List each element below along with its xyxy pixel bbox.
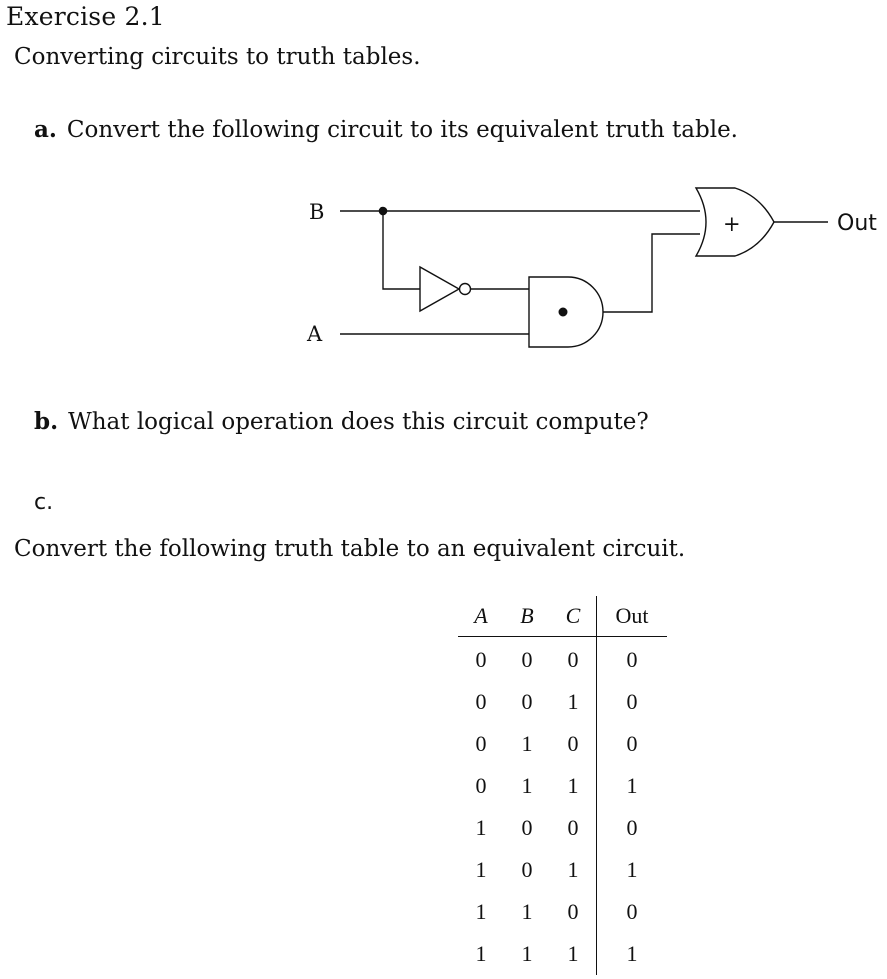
- table-row: [458, 849, 667, 891]
- question-b: [34, 408, 649, 435]
- table-cell: 1: [475, 899, 487, 924]
- table-cell-out: 0: [597, 723, 668, 765]
- question-b-text: What logical operation does this circuit compute?: [68, 409, 649, 435]
- table-cell: 0: [521, 647, 533, 672]
- table-cell: 0: [475, 647, 487, 672]
- table-cell: 0: [475, 773, 487, 798]
- table-cell-out: 1: [597, 765, 668, 807]
- question-a: [34, 116, 738, 143]
- and-dot: [559, 308, 567, 316]
- table-cell: 1: [475, 857, 487, 882]
- table-cell: 0: [475, 731, 487, 756]
- truth-table-header-row: [458, 596, 667, 637]
- table-cell: 0: [567, 731, 579, 756]
- table-cell: 0: [567, 815, 579, 840]
- table-row: [458, 933, 667, 975]
- header-out: Out: [597, 596, 668, 637]
- wire-and-to-or: [603, 234, 700, 312]
- table-cell: 1: [567, 773, 579, 798]
- truth-table: [458, 596, 667, 975]
- question-a-label: a.: [34, 116, 57, 143]
- question-a-text: Convert the following circuit to its equivalent truth table.: [66, 117, 738, 143]
- not-bubble: [460, 284, 471, 295]
- table-cell: 0: [521, 689, 533, 714]
- not-gate: [420, 267, 459, 311]
- table-row: [458, 891, 667, 933]
- or-plus-symbol: +: [723, 212, 741, 236]
- question-c-label: c.: [34, 490, 54, 515]
- output-label: Out: [837, 211, 877, 236]
- table-row: [458, 637, 667, 682]
- table-cell-out: 0: [597, 637, 668, 682]
- table-cell-out: 0: [597, 681, 668, 723]
- table-cell: 0: [567, 899, 579, 924]
- table-cell: 1: [521, 773, 533, 798]
- header-a: A: [458, 596, 504, 637]
- input-b-label: B: [309, 200, 325, 224]
- and-gate: [529, 277, 603, 347]
- table-row: [458, 681, 667, 723]
- header-c: C: [550, 596, 597, 637]
- table-cell: 1: [567, 941, 579, 966]
- table-cell: 1: [567, 857, 579, 882]
- input-a-label: A: [307, 322, 323, 346]
- table-cell: 0: [567, 647, 579, 672]
- junction-dot: [379, 207, 386, 214]
- exercise-subtitle: Converting circuits to truth tables.: [14, 44, 421, 70]
- or-gate: [696, 188, 774, 256]
- question-b-label: b.: [34, 408, 59, 435]
- table-cell-out: 0: [597, 807, 668, 849]
- table-row: [458, 807, 667, 849]
- question-c-text: Convert the following truth table to an equivalent circuit.: [14, 536, 686, 562]
- table-cell: 0: [475, 689, 487, 714]
- table-cell: 1: [475, 815, 487, 840]
- table-cell: 1: [475, 941, 487, 966]
- truth-table-body: [458, 637, 667, 976]
- table-cell: 0: [521, 815, 533, 840]
- table-cell: 0: [521, 857, 533, 882]
- table-cell-out: 1: [597, 849, 668, 891]
- table-cell: 1: [521, 731, 533, 756]
- table-cell: 1: [567, 689, 579, 714]
- table-cell: 1: [521, 899, 533, 924]
- table-row: [458, 723, 667, 765]
- table-cell-out: 0: [597, 891, 668, 933]
- exercise-title: Exercise 2.1: [6, 2, 165, 31]
- wire-b-to-not: [383, 211, 420, 289]
- table-row: [458, 765, 667, 807]
- table-cell: 1: [521, 941, 533, 966]
- header-b: B: [504, 596, 550, 637]
- table-cell-out: 1: [597, 933, 668, 975]
